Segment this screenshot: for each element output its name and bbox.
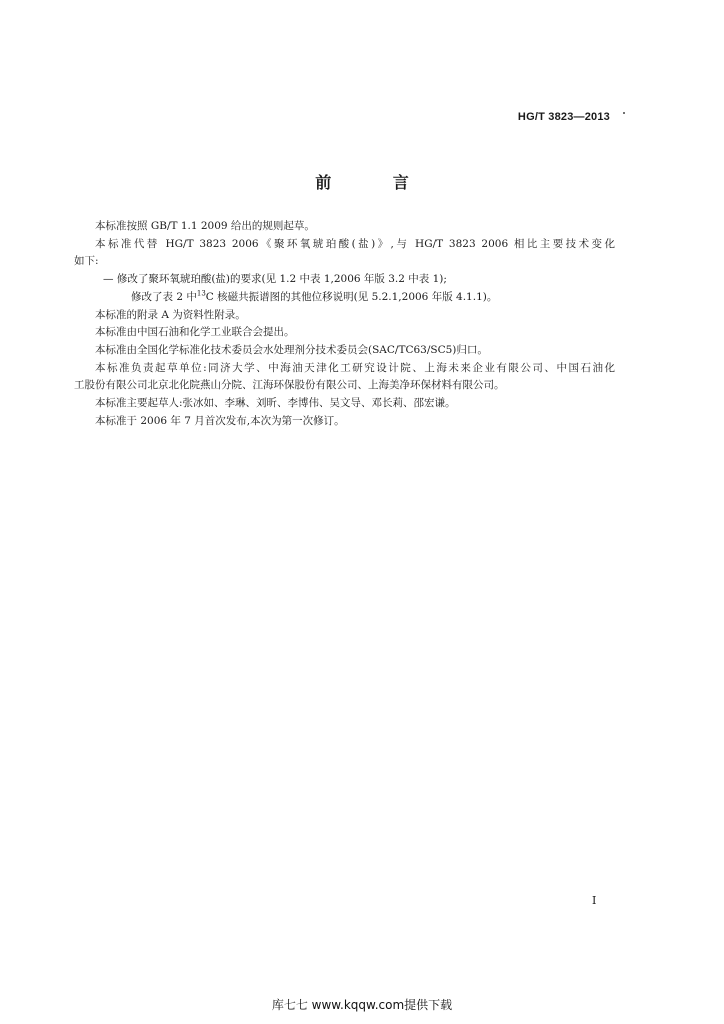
change-item-nmr (131, 289, 615, 307)
paragraph-replacement (74, 236, 615, 271)
paragraph-drafters: 本标准主要起草人:张冰如、李琳、刘昕、李博伟、吴文导、邓长莉、邵宏谦。 (95, 397, 456, 410)
page-number: I (592, 894, 597, 907)
paragraph-drafting-units-line-1: 本标准负责起草单位:同济大学、中海油天津化工研究设计院、上海未来企业有限公司、中国石油化 (95, 361, 615, 374)
paragraph-drafting-rules: 本标准按照 GB/T 1.1 2009 给出的规则起草。 (95, 220, 315, 232)
change-item-requirements: — 修改了聚环氧琥珀酸(盐)的要求(见 1.2 中表 1,2006 年版 3.2 中表 1); (103, 273, 447, 286)
paragraph-history: 本标准于 2006 年 7 月首次发布,本次为第一次修订。 (95, 414, 345, 427)
change-item-nmr-before: 修改了表 2 中 (131, 290, 197, 303)
paragraph-proposer: 本标准由中国石油和化学工业联合会提出。 (95, 326, 295, 339)
change-item-nmr-superscript: 13 (196, 289, 206, 298)
paragraph-replacement-line-1: 本标准代替 HG/T 3823 2006《聚环氧琥珀酸(盐)》,与 HG/T 3823 2006 相比主要技术变化 (95, 237, 615, 250)
change-item-nmr-after: C 核磁共振谱图的其他位移说明(见 5.2.1,2006 年版 4.1.1)。 (205, 290, 498, 303)
paragraph-annex: 本标准的附录 A 为资料性附录。 (95, 308, 246, 321)
paragraph-committee: 本标准由全国化学标准化技术委员会水处理剂分技术委员会(SAC/TC63/SC5)归口。 (95, 343, 488, 356)
download-footer: 库七七 www.kqqw.com提供下载 (271, 998, 453, 1012)
paragraph-drafting-units (74, 360, 615, 395)
page-title: 前 言 (315, 173, 437, 192)
paragraph-replacement-line-2: 如下: (74, 255, 99, 268)
paragraph-drafting-units-line-2: 工股份有限公司北京北化院燕山分院、江海环保股份有限公司、上海美净环保材料有限公司。 (74, 379, 505, 392)
foreword-body (74, 218, 615, 430)
document-code: HG/T 3823—2013 (517, 111, 610, 123)
corner-mark (623, 112, 625, 114)
